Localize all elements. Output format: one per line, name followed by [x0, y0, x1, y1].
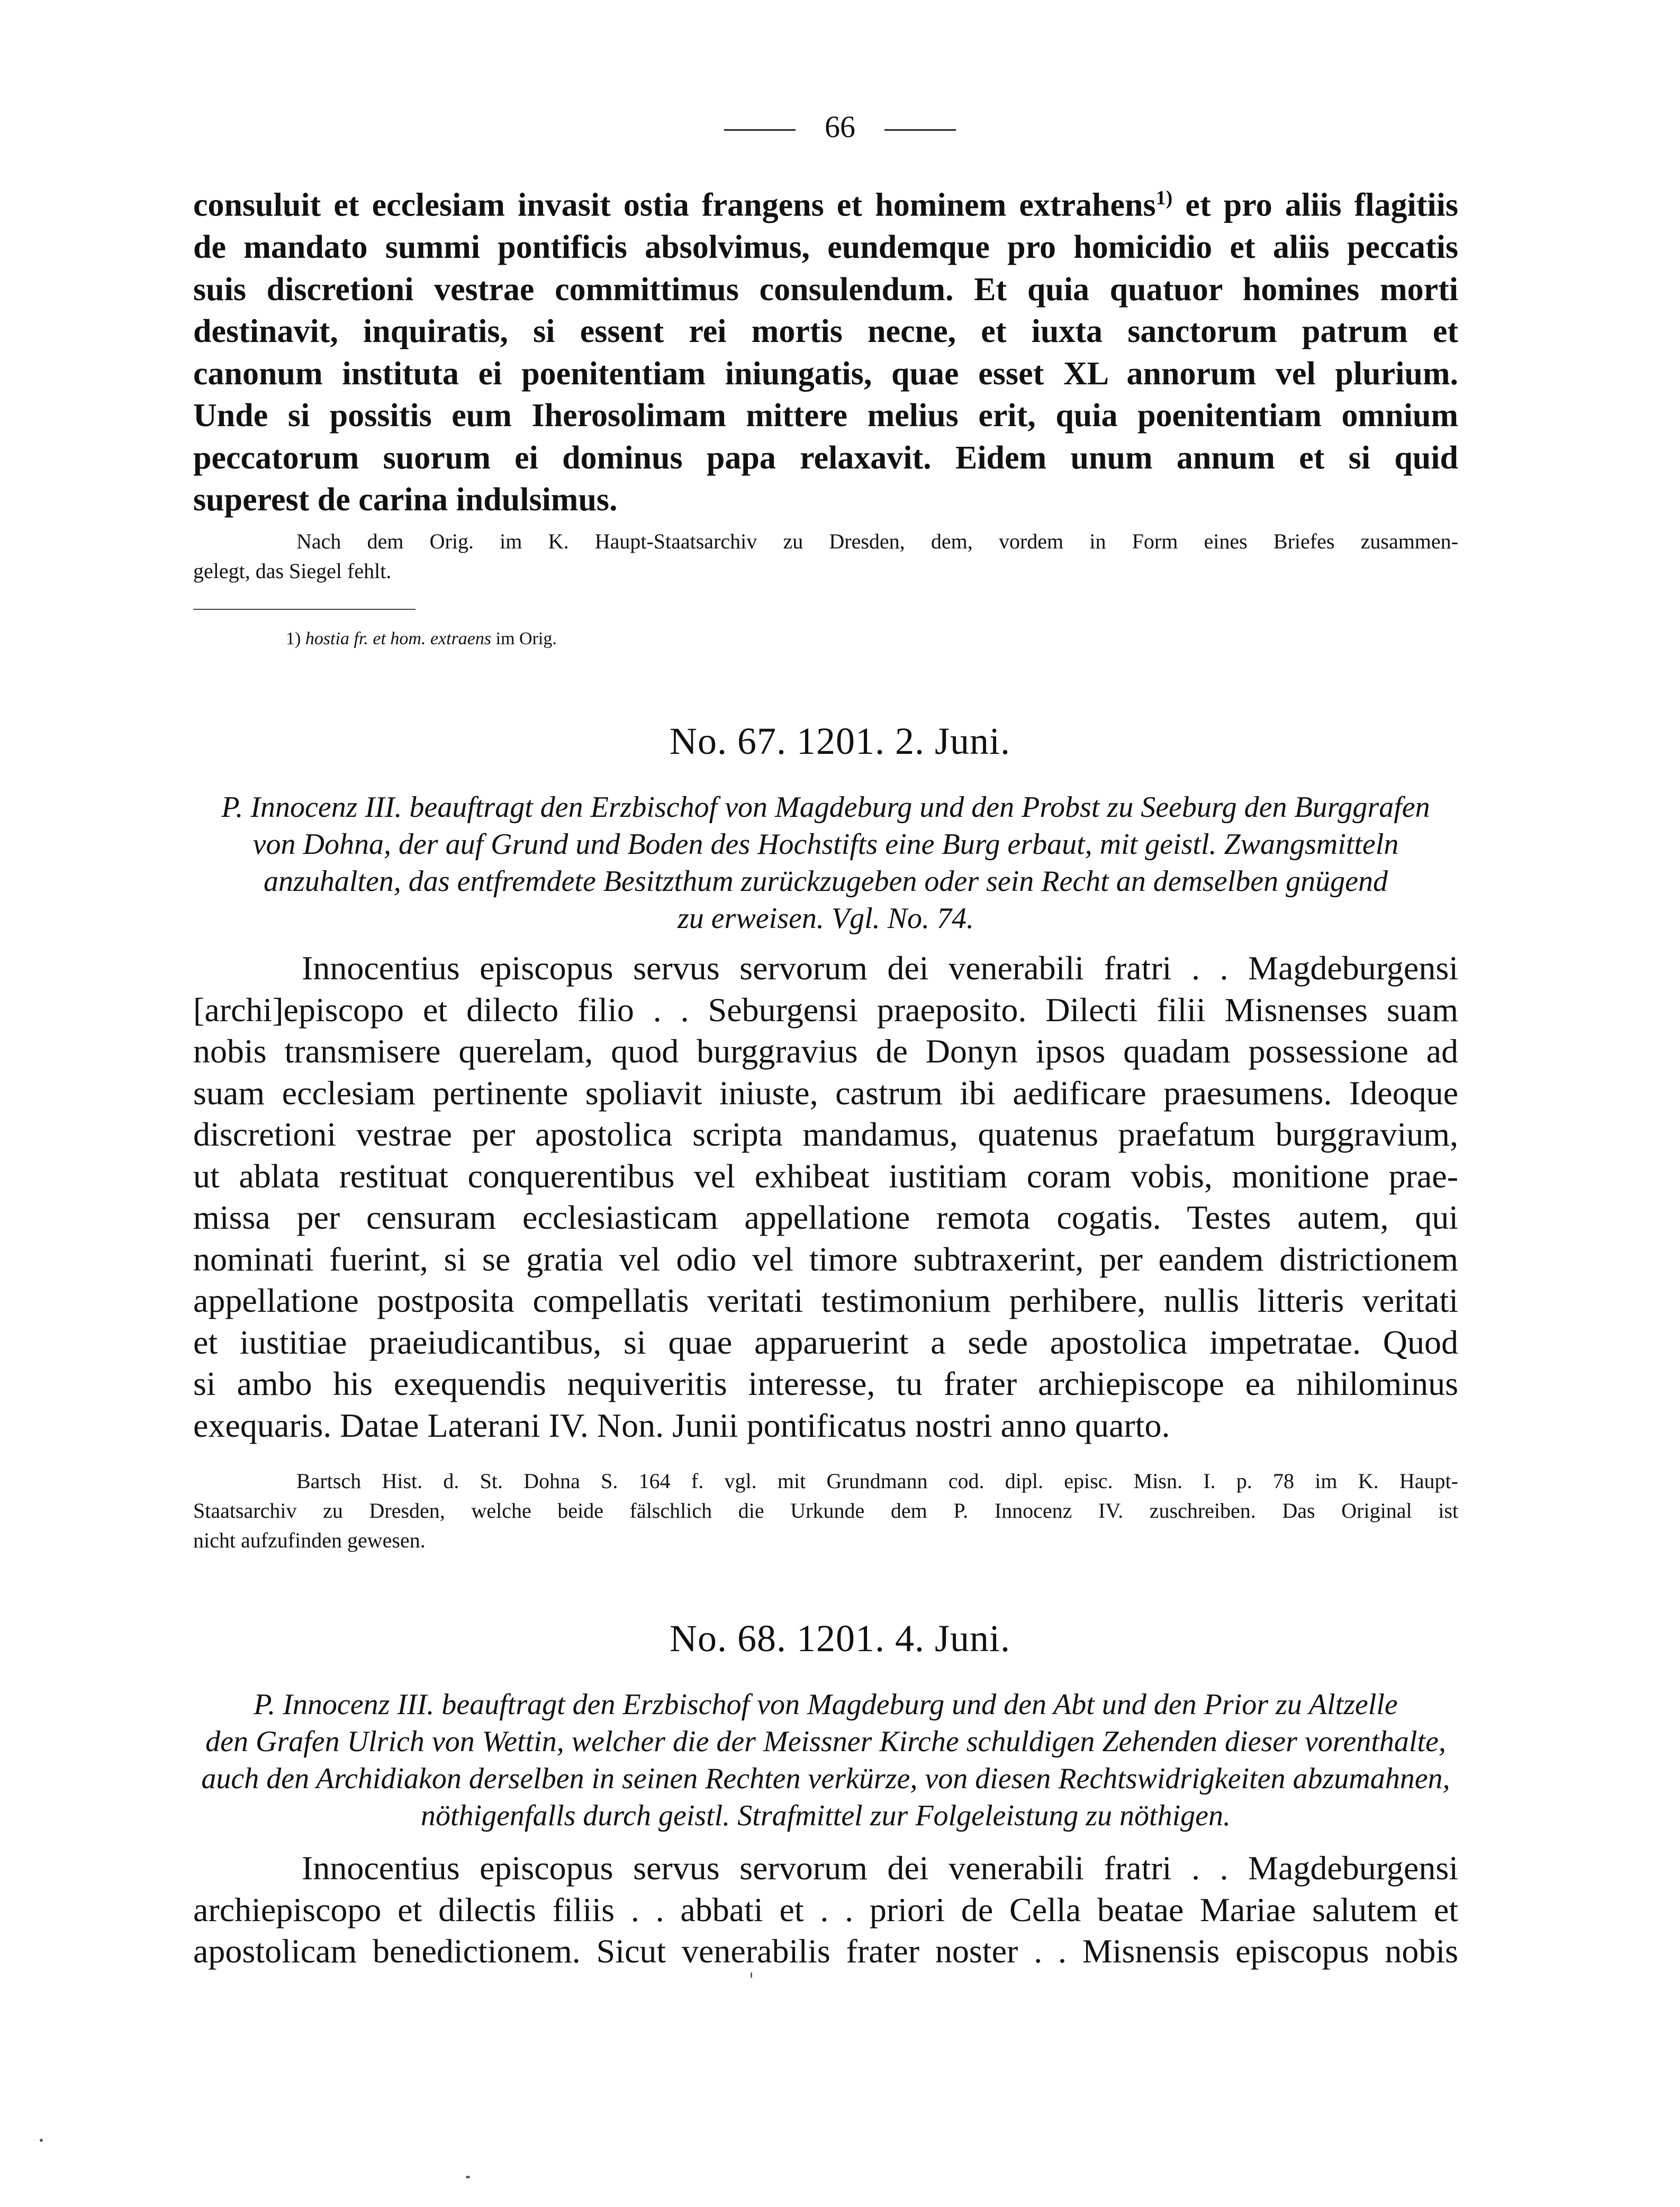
text-line: si ambo his exequendis nequiveritis interesse, tu frater archiepiscope ea nihilominus [193, 1365, 1458, 1402]
regest-line: P. Innocenz III. beauftragt den Erzbischof von Magdeburg und den Probst zu Seeburg den Burggrafen [221, 791, 1430, 824]
continuation-line: destinavit, inquiratis, si essent rei mortis necne, et iuxta sanctorum patrum et [193, 313, 1458, 350]
text-line: suam ecclesiam pertinente spoliavit iniuste, castrum ibi aedificare praesumens. Ideoque [193, 1074, 1458, 1112]
source-note-line: gelegt, das Siegel fehlt. [193, 559, 392, 583]
continuation-text [193, 177, 1458, 521]
doc67-regest [193, 789, 1458, 937]
text-line: nominati fuerint, si se gratia vel odio vel timore subtraxerint, per eandem districtionem [193, 1240, 1458, 1278]
doc67-source-note [193, 1466, 1458, 1555]
text-line: missa per censuram ecclesiasticam appellatione remota cogatis. Testes autem, qui [193, 1199, 1458, 1236]
source-note-line: nicht aufzufinden gewesen. [193, 1528, 426, 1552]
doc68-heading: No. 68. 1201. 4. Juni. [669, 1617, 1011, 1660]
continuation-line: peccatorum suorum ei dominus papa relaxavit. Eidem unum annum et si quid [193, 439, 1458, 476]
page-number-dash-right [884, 129, 956, 131]
continuation-source-note [193, 527, 1458, 586]
regest-line: nöthigenfalls durch geistl. Strafmittel zur Folgeleistung zu nöthigen. [420, 1799, 1231, 1832]
scan-speck [466, 2176, 470, 2178]
source-note-line: Nach dem Orig. im K. Haupt-Staatsarchiv zu Dresden, dem, vordem in Form eines Briefes zusammen- [296, 529, 1458, 553]
regest-line: anzuhalten, das entfremdete Besitzthum zurückzugeben oder sein Recht an demselben gnügend [264, 865, 1388, 898]
doc68-text [193, 1848, 1458, 1972]
doc68-regest [193, 1686, 1458, 1834]
source-note-line: Staatsarchiv zu Dresden, welche beide fälschlich die Urkunde dem P. Innocenz IV. zuschreiben. Das Original ist [193, 1499, 1458, 1523]
text-line: nobis transmisere querelam, quod burggravius de Donyn ipsos quadam possessione ad [193, 1032, 1458, 1070]
footnote-number: 1) [286, 629, 301, 648]
text-line: ut ablata restituat conquerentibus vel exhibeat iustitiam coram vobis, monitione prae- [193, 1157, 1458, 1195]
text-line: et iustitiae praeiudicantibus, si quae apparuerint a sede apostolica impetratae. Quod [193, 1323, 1458, 1361]
text-line: archiepiscopo et dilectis filiis . . abbati et . . priori de Cella beatae Mariae salutem et [193, 1890, 1458, 1929]
doc67-text [193, 948, 1458, 1446]
text-line: [archi]episcopo et dilecto filio . . Seburgensi praeposito. Dilecti filii Misnenses suam [193, 990, 1458, 1029]
regest-line: auch den Archidiakon derselben in seinen Rechten verkürze, von diesen Rechtswidrigkeiten abzumahnen, [201, 1762, 1450, 1795]
page-number-value: 66 [825, 110, 855, 144]
continuation-line: canonum instituta ei poenitentiam iniungatis, quae esset XL annorum vel plurium. [193, 355, 1458, 392]
continuation-line: consuluit et ecclesiam invasit ostia frangens et hominem extrahens$^{1)}$ et pro aliis flagitiis [193, 187, 1458, 223]
scan-speck [751, 1972, 752, 1978]
footnote-rule [193, 609, 416, 610]
regest-line: von Dohna, der auf Grund und Boden des Hochstifts eine Burg erbaut, mit geistl. Zwangsmitteln [252, 828, 1399, 861]
text-line: exequaris. Datae Laterani IV. Non. Junii pontificatus nostri anno quarto. [193, 1406, 1170, 1444]
footnote-marker: 1) [1155, 187, 1173, 209]
scan-speck [40, 2139, 43, 2142]
doc67-heading: No. 67. 1201. 2. Juni. [669, 720, 1011, 762]
continuation-line: superest de carina indulsimus. [193, 482, 618, 518]
continuation-line: Unde si possitis eum Iherosolimam mittere melius erit, quia poenitentiam omnium [193, 398, 1458, 434]
text-line: appellatione postposita compellatis veritati testimonium perhibere, nullis litteris veritati [193, 1282, 1458, 1319]
continuation-line: de mandato summi pontificis absolvimus, eundemque pro homicidio et aliis peccatis [193, 229, 1458, 266]
source-note-line: Bartsch Hist. d. St. Dohna S. 164 f. vgl. mit Grundmann cod. dipl. episc. Misn. I. p. 78 im K. Haupt- [296, 1469, 1458, 1493]
regest-line: zu erweisen. Vgl. No. 74. [678, 902, 974, 935]
text-line: apostolicam benedictionem. Sicut venerabilis frater noster . . Misnensis episcopus nobis [193, 1932, 1458, 1970]
regest-line: den Grafen Ulrich von Wettin, welcher die der Meissner Kirche schuldigen Zehenden dieser vorenthalte, [205, 1725, 1446, 1758]
text-line: Innocentius episcopus servus servorum dei venerabili fratri . . Magdeburgensi [302, 1849, 1458, 1887]
footnote-italic-text: hostia fr. et hom. extraens [305, 629, 492, 648]
footnote-rest: im Orig. [491, 629, 557, 648]
page-number [0, 109, 1680, 146]
continuation-line: suis discretioni vestrae committimus consulendum. Et quia quatuor homines morti [193, 271, 1458, 308]
regest-line: P. Innocenz III. beauftragt den Erzbischof von Magdeburg und den Abt und den Prior zu Altzelle [254, 1688, 1398, 1721]
text-line: discretioni vestrae per apostolica scripta mandamus, quatenus praefatum burggravium, [193, 1115, 1458, 1153]
text-line: Innocentius episcopus servus servorum dei venerabili fratri . . Magdeburgensi [302, 949, 1458, 987]
page-number-dash-left [724, 129, 796, 131]
footnote [286, 627, 557, 651]
